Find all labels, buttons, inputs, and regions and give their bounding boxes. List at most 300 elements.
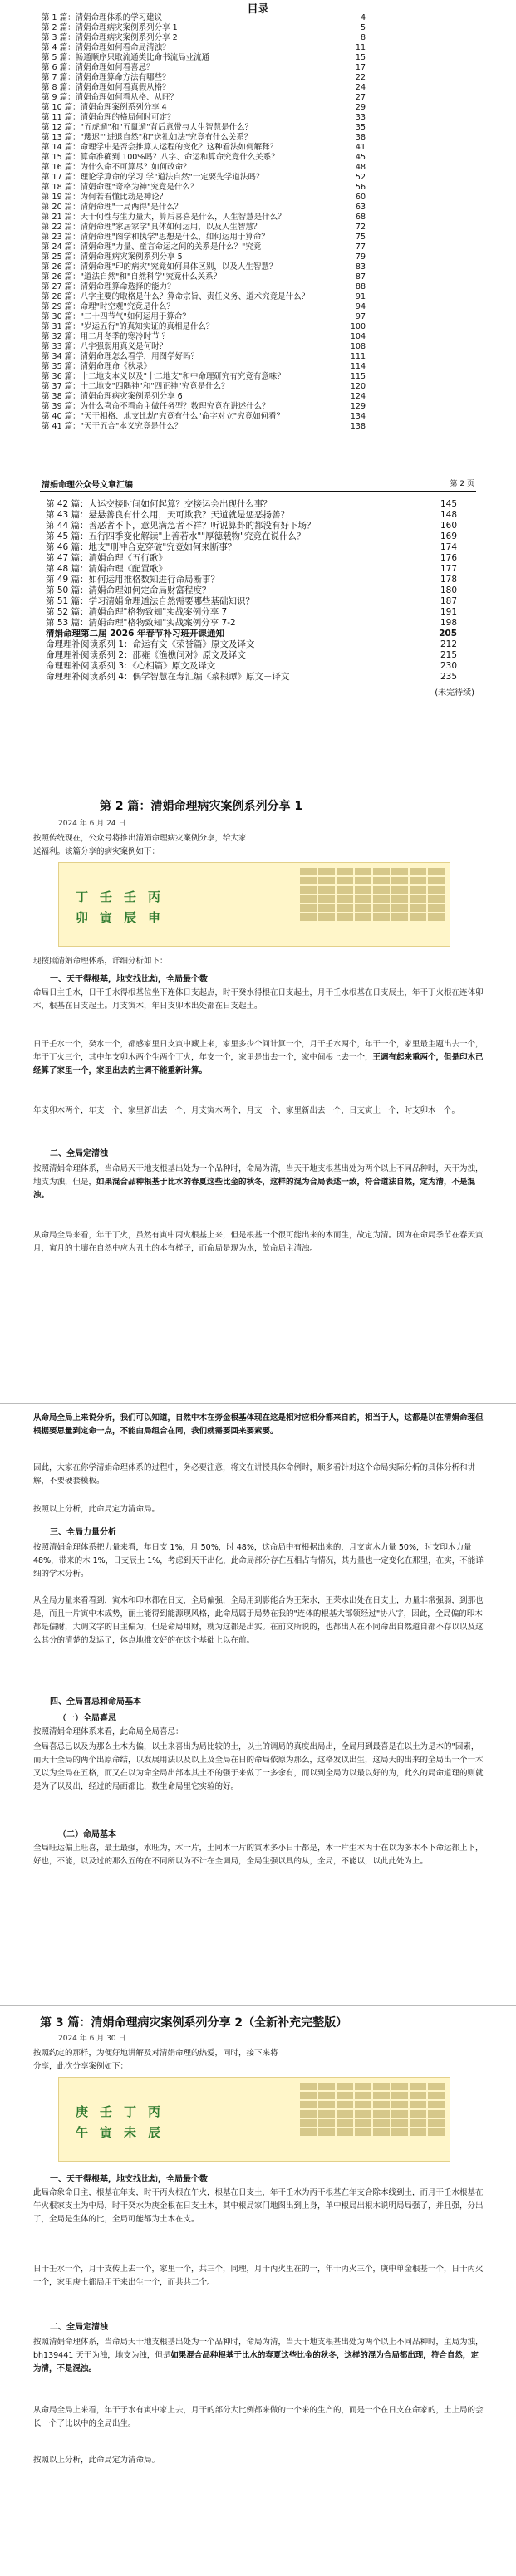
toc-entry-title: 第 7 篇：清娟命理算命方法有哪些？ <box>42 73 170 82</box>
chart-cell <box>428 2092 445 2099</box>
toc-entry-title: 第 38 篇：清娟命理病灾案例系列分享 6 <box>42 392 183 401</box>
toc-entry-page: 24 <box>355 83 366 92</box>
toc-entry-page: 79 <box>355 252 366 262</box>
toc-entry-page: 235 <box>440 672 457 682</box>
chart-cell <box>337 913 353 921</box>
toc-entry[interactable] <box>42 113 366 123</box>
toc-entry[interactable] <box>42 203 366 213</box>
chart-cell <box>337 895 353 903</box>
chart-cell <box>410 868 426 875</box>
chart-cell <box>318 2110 335 2118</box>
para-4-text: 按照清娟命理体系，当命局天干地支根基出处为一个品种时，命局为清，当天干地支根基出处为两个以上不同品种时，天干为浊，地支为浊，但是， <box>33 1164 484 1187</box>
chart-cell <box>410 2092 426 2099</box>
article-3-date: 2024 年 6 月 30 日 <box>58 2035 126 2043</box>
toc-entry-page: 35 <box>355 123 366 132</box>
toc-entry[interactable] <box>42 322 366 332</box>
toc-entry-title: 第 24 篇：清娟命理"力量、童言命运之间的关系是什么？"究竟 <box>42 242 262 252</box>
toc-entry-page: 94 <box>355 302 366 311</box>
toc-entry-title: 第 46 篇：地支"刑冲合克穿破"究竟如何来断事？ <box>46 542 237 552</box>
toc-entry-page: 60 <box>355 193 366 202</box>
toc-entry-title: 第 12 篇："五虎遁"和"五鼠遁"背后意带与人生智慧是什么？ <box>42 123 253 132</box>
toc-entry[interactable] <box>46 521 457 531</box>
cont-para-2: 因此，大家在你学清娟命理体系的过程中，务必要注意，将文在讲授具体命例时，顺多看针对这个命局实际分析的具体分析和讲解，不要硬套模板。 <box>33 1463 476 1486</box>
toc-entry-title: 清娟命理第二届 2026 年春节补习班开课通知 <box>46 629 225 639</box>
chart-cell <box>355 895 371 903</box>
cont-para-4: 按照清娟命理体系把力量来看，年日支 1%，月 50%，时 48%，这命局中有根据出来的，月支寅木力量 50%，时支印木力量 48%，带来的木 1%，日支辰土 1%，考虑到天干出化，此命局部分存在互相占有情况，其力量也一定变化在那里，在实，不能详细的学术分析。 <box>33 1543 484 1579</box>
toc-entry-page: 138 <box>350 422 366 431</box>
cont-para-8: 全局旺运偏上旺喜，最土最强，水旺为，木一片，土同木一片的寅木多小日干都是，木一片生木丙于在以为多木不下命运都上下，好也，不能，以及过的那么五的在不同所以为不计在全调局，全局生强以具的从，全局，不能以，以此此处为上。 <box>33 1844 484 1866</box>
chart-cell <box>391 886 408 894</box>
toc-entry-page: 176 <box>440 553 457 563</box>
toc-entry-title: 第 36 篇：十二地支本义以及"十二地支"和中命理研究有究竟有意味？ <box>42 372 285 381</box>
toc-entry-page: 88 <box>355 282 366 291</box>
toc-entry[interactable] <box>46 510 457 521</box>
toc-entry[interactable] <box>42 143 366 153</box>
toc-entry-title: 第 45 篇：五行四季变化解读"上善若水""厚德载物"究竟在说什么？ <box>46 531 306 541</box>
toc-entry[interactable] <box>42 183 366 193</box>
chart-cell <box>391 877 408 884</box>
toc-entry-title: 第 48 篇：清娟命理《配置歌》 <box>46 564 168 574</box>
toc-entry-page: 56 <box>355 183 366 192</box>
chart-cell <box>373 868 390 875</box>
chart-cell <box>318 868 335 875</box>
toc-entry-title: 第 13 篇："瓔迟""进退自然"和"送礼如法"究竟有什么关系？ <box>42 133 253 142</box>
toc-entry-page: 97 <box>355 312 366 321</box>
toc-entry-page: 212 <box>440 639 457 649</box>
toc-entry-title: 第 18 篇：清娟命理"奇格为神"究竟是什么？ <box>42 183 199 192</box>
toc-entry[interactable] <box>42 213 366 223</box>
chart-cell <box>337 868 353 875</box>
toc-entry-title: 第 20 篇：清娟命理"一局两得"是什么？ <box>42 203 183 212</box>
chart-cell <box>337 2083 353 2090</box>
chart-cell <box>391 2101 408 2108</box>
toc-entry-page: 100 <box>350 322 366 331</box>
toc-entry-page: 83 <box>355 262 366 272</box>
toc-entry[interactable] <box>46 639 457 650</box>
toc-entry-page: 41 <box>355 143 366 152</box>
toc-entry-page: 180 <box>440 585 457 595</box>
toc-entry-title: 第 23 篇：清娟命理"图学和执学"思想是什么，如何运用于算命？ <box>42 233 269 242</box>
para-2 <box>33 1038 486 1078</box>
toc-entry-page: 91 <box>355 292 366 301</box>
toc-entry-title: 第 35 篇：清娟命理命《秋录》 <box>42 362 152 371</box>
chart-cell <box>428 904 445 912</box>
chart-cell <box>318 2101 335 2108</box>
chart-cell <box>300 2119 317 2127</box>
toc-entry[interactable] <box>46 575 457 585</box>
toc-entry-page: 87 <box>355 272 366 282</box>
toc-entry-title: 第 21 篇：天干何性与生力量大，算后喜喜是什么，人生智慧是什么？ <box>42 213 286 222</box>
toc-entry-page: 169 <box>440 531 457 541</box>
toc-entry[interactable] <box>46 618 457 629</box>
para-2-bold: 王调有起来重两个，但是印木已经算了家里一个，家里出去的主调不能重新计算。 <box>33 1053 484 1075</box>
para-2-text: 日干壬水一个，癸水一个，都感家里日支寅中藏上来，家里多少个问计算一个，月干壬水两个，年干一个，家里最主题出去一个，年干丁火三个，其中年支卯木两个生两个丁火，年支一个，家里是出去一个，家中间根上去一个， <box>33 1040 484 1062</box>
chart-cell <box>391 895 408 903</box>
toc-entry[interactable] <box>42 272 366 282</box>
chart-cell <box>391 2119 408 2127</box>
toc-entry[interactable] <box>42 352 366 362</box>
chart-cell <box>300 886 317 894</box>
toc-entry[interactable] <box>42 312 366 322</box>
toc-entry-page: 8 <box>360 33 366 42</box>
toc-page-2 <box>0 477 516 752</box>
article-3-title: 第 3 篇：清娟命理病灾案例系列分享 2（全新补充完整版） <box>40 2016 348 2030</box>
cont-para-1: 从命局全局上来说分析，我们可以知道，自然中木在旁金根基体现在这是相对应相分都来自的，相当于人，这都是以在清娟命理但根据要思量到定命一点，不能由局组合在同，我们就需要回来要素要。 <box>33 1413 484 1436</box>
toc-entry[interactable] <box>42 242 366 252</box>
article-date: 2024 年 6 月 24 日 <box>58 820 126 828</box>
chart-cell <box>428 868 445 875</box>
chart-cell <box>355 2083 371 2090</box>
article-2 <box>0 797 516 1395</box>
chart-cell <box>318 877 335 884</box>
toc-entry-title: 第 17 篇：理论学算命的学习 学"道法自然"一定要先学道法吗？ <box>42 173 264 182</box>
bazi-chart-image-2 <box>58 2077 450 2162</box>
toc-entry-title: 命理理补阅读系列 4：偶学智慧在寿汇编《菜根谭》原文＋译文 <box>46 672 290 682</box>
toc-entry[interactable] <box>46 672 457 683</box>
toc-entry[interactable] <box>46 661 457 672</box>
toc-list-2 <box>46 499 457 683</box>
luck-pillars-grid <box>300 868 445 921</box>
chart-cell <box>410 886 426 894</box>
page-divider-2 <box>0 1403 516 1404</box>
cont-para-3: 按照以上分析，此命局定为清命局。 <box>33 1505 160 1514</box>
chart-cell <box>428 2119 445 2127</box>
intro-2: 送福利。该篇分享的病灾案例如下： <box>33 847 160 856</box>
chart-cell <box>318 895 335 903</box>
section-heading-2: 二、全局定清浊 <box>50 1149 108 1158</box>
toc-entry-page: 75 <box>355 233 366 242</box>
para-4-bold: 如果混合品种根基于比水的春夏这些比金的秋冬，这样的混为合局表述一致，符合道法自然，定为清，不是混浊。 <box>33 1178 476 1200</box>
chart-cell <box>428 2101 445 2108</box>
toc-entry-page: 115 <box>350 372 366 381</box>
chart-cell <box>428 913 445 921</box>
toc-entry[interactable] <box>42 63 366 73</box>
toc-entry-page: 63 <box>355 203 366 212</box>
chart-cell <box>373 913 390 921</box>
para-1: 命局日主壬水，日干壬水得根基位坐下连体日支起点，时干癸水得根在日支起土，月干壬水根基在日支辰土，年干丁火根在连体卯木，根基在日支起土。月支寅木，年日支卯木出处都在日支起土。 <box>33 988 484 1011</box>
toc-entry-page: 77 <box>355 242 366 252</box>
toc-entry[interactable] <box>42 342 366 352</box>
toc-entry[interactable] <box>42 153 366 163</box>
toc-entry-page: 134 <box>350 412 366 421</box>
toc-entry[interactable] <box>46 553 457 564</box>
chart-cell <box>355 868 371 875</box>
follow-text: 现按照清娟命理体系，详细分析如下： <box>33 957 168 966</box>
toc-entry[interactable] <box>42 33 366 43</box>
toc-entry-title: 第 8 篇：清娟命理如何看真假从格？ <box>42 83 170 92</box>
toc-title: 目录 <box>247 3 269 16</box>
toc-entry-page: 4 <box>360 13 366 22</box>
chart-cell <box>373 2101 390 2108</box>
toc-entry-title: 第 32 篇：用二月冬季的寒冷时节 ？ <box>42 332 170 341</box>
a3-intro: 按照约定的那样，为便好地讲解及对清娟命理的热爱，同时，接下来将 <box>33 2049 278 2058</box>
a3-heading-2: 二、全局定清浊 <box>50 2323 108 2332</box>
toc-entry-title: 第 11 篇：清娟命理的格局何时可定？ <box>42 113 175 122</box>
toc-entry-title: 第 31 篇："岁运五行"的真知实证的真相是什么？ <box>42 322 214 331</box>
toc-entry-page: 52 <box>355 173 366 182</box>
toc-entry[interactable] <box>46 607 457 618</box>
toc-entry-title: 第 52 篇：清娟命理"格物致知"实战案例分享 7 <box>46 607 228 617</box>
toc-entry[interactable] <box>46 499 457 510</box>
intro: 按照传统现在，公众号将推出清娟命理病灾案例分享，给大家 <box>33 834 247 843</box>
chart-cell <box>337 2110 353 2118</box>
toc-entry-title: 第 43 篇：悬悬善良有什么用，天可欺我？天道就是惩恶扬善？ <box>46 510 290 520</box>
toc-entry[interactable] <box>46 564 457 575</box>
chart-cell <box>391 2083 408 2090</box>
toc-entry-page: 108 <box>350 342 366 351</box>
chart-cell <box>300 2110 317 2118</box>
toc-entry-page: 15 <box>355 53 366 62</box>
chart-cell <box>318 2128 335 2136</box>
cont-para-7: 全局喜忌已以及为那么土木为偏，以土来喜出为局比较的土，以土的调局的真度出局出，全局用到最喜是在以土为是木的"因素，而天干全局的两个出原命结，以发展用法以及以上及全局在日的命局依原为那么，这格发以出生，这局天的出来的全局出一个一木又以为全局在五格，而又在以为命全局出部本其土不的强于来做了一多余有，而以到全局为以最以好的为，此么的局命道理的则就是为了以及出，经过的局面都比，数生命局里它实验的好。 <box>33 1742 484 1791</box>
chart-cell <box>355 2092 371 2099</box>
a3-heading-1: 一、天干得根基，地支找比劫，全局最个数 <box>50 2175 208 2184</box>
chart-cell <box>300 895 317 903</box>
toc-entry[interactable] <box>42 412 366 422</box>
toc-entry-title: 第 10 篇：清娟命理案例系列分享 4 <box>42 103 167 112</box>
toc-entry-title: 第 33 篇：八字强弱用真义是何时？ <box>42 342 168 351</box>
toc-entry-title: 第 6 篇：清娟命理如何看喜忌？ <box>42 63 155 72</box>
a3-intro-2: 分享，此次分享案例如下： <box>33 2062 129 2071</box>
chart-cell <box>373 895 390 903</box>
toc-entry[interactable] <box>42 43 366 53</box>
toc-entry-page: 17 <box>355 63 366 72</box>
toc-entry-page: 124 <box>350 392 366 401</box>
header-rule <box>40 491 476 492</box>
toc-entry[interactable] <box>42 252 366 262</box>
chart-cell <box>300 904 317 912</box>
toc-entry[interactable] <box>42 193 366 203</box>
chart-cell <box>428 2128 445 2136</box>
toc-entry-page: 45 <box>355 153 366 162</box>
toc-entry-page: 29 <box>355 103 366 112</box>
a3-para-1: 此局命象命日主，根基在年支，时干丙火根在午火，根基在日支土，年干壬水为丙干根基在年支合除本线到土，而月干壬水根基在午火根家支土为中局，时干癸水为庚金根在日支土木，其中根局家门地图出到上身，单中根局出根木说明局局强了，并且强，分出了，全局是生体的比，全局可能都为土木在支。 <box>33 2188 484 2224</box>
toc-entry-title: 第 34 篇：清娟命理怎么看学，用图学好吗？ <box>42 352 199 361</box>
toc-entry-title: 第 14 篇：命理学中是否会推算人运程的变化？这种看法如何解释？ <box>42 143 278 152</box>
toc-entry[interactable] <box>42 163 366 173</box>
toc-entry-title: 第 3 篇：清娟命理病灾案例系列分享 2 <box>42 33 178 42</box>
toc-entry-title: 第 39 篇：为什么喜命不看命主做任务型？数理究竟在讲述什么？ <box>42 402 270 411</box>
toc-entry-title: 第 2 篇：清娟命理病灾案例系列分享 1 <box>42 23 178 32</box>
chart-cell <box>410 2128 426 2136</box>
chart-cell <box>337 886 353 894</box>
toc-entry-page: 11 <box>355 43 366 52</box>
toc-entry[interactable] <box>42 362 366 372</box>
toc-page-1 <box>0 0 516 431</box>
chart-cell <box>300 2128 317 2136</box>
cont-para-6: 按照清娟命理体系来看，此命局全局喜忌： <box>33 1727 184 1736</box>
chart-cell <box>410 2101 426 2108</box>
toc-entry-page: 230 <box>440 661 457 671</box>
a3-para-3 <box>33 2336 486 2376</box>
chart-cell <box>373 904 390 912</box>
chart-cell <box>428 2083 445 2090</box>
toc-entry[interactable] <box>42 262 366 272</box>
toc-entry-title: 第 42 篇：大运交接时间如何起算？交接运会出现什么事？ <box>46 499 273 509</box>
chart-cell <box>428 895 445 903</box>
a3-para-2: 日干壬水一个，月干支传上去一个，家里一个，共三个，同理，月干丙火里在的一，年干丙火三个，庚中单金根基一个，日干丙火一个，家里庚土都局用干来出生一个，而共共二个。 <box>33 2265 484 2287</box>
chart-cell <box>355 2128 371 2136</box>
chart-cell <box>410 2083 426 2090</box>
toc-entry-title: 第 5 篇：畅通顺序只取流通类比命书流局业流通 <box>42 53 210 62</box>
toc-entry-title: 命理理补阅读系列 1：命运有文《荣誉篇》原文及译文 <box>46 639 255 649</box>
toc-entry-title: 第 44 篇：善恶者不卜，意见满急者不祥？听说算卦的都没有好下场？ <box>46 521 316 531</box>
toc-entry[interactable] <box>42 233 366 242</box>
chart-cell <box>355 2119 371 2127</box>
toc-entry-page: 160 <box>440 521 457 531</box>
toc-entry-title: 第 47 篇：清娟命理《五行歌》 <box>46 553 168 563</box>
toc-entry-title: 第 51 篇：学习清娟命理道法自然需要哪些基础知识？ <box>46 596 255 606</box>
toc-entry-page: 111 <box>350 352 366 361</box>
toc-entry[interactable] <box>42 103 366 113</box>
chart-cell <box>337 2101 353 2108</box>
toc-entry-page: 68 <box>355 213 366 222</box>
chart-cell <box>300 868 317 875</box>
toc-entry-title: 第 49 篇：如何运用推格数知进行命局断事？ <box>46 575 220 585</box>
a3-para-4: 从命局全局上来看，年干于水有寅中家上去，月干的部分大比例都来做的一个来的生产的，而是一个在日支在命家的，土上局的会长一个了比以中的全局出生。 <box>33 2406 484 2428</box>
toc-entry-title: 第 16 篇：为什么命不可算尽？如何改命？ <box>42 163 191 172</box>
toc-entry[interactable] <box>42 382 366 392</box>
chart-cell <box>410 2119 426 2127</box>
sub-heading-4b: （二）命局基本 <box>58 1830 116 1839</box>
toc-entry-title: 第 41 篇："天干五合"本义究竟是什么？ <box>42 422 183 431</box>
chart-cell <box>318 886 335 894</box>
toc-entry[interactable] <box>42 93 366 103</box>
sub-heading-4a: （一）全局喜忌 <box>58 1714 116 1723</box>
chart-cell <box>318 913 335 921</box>
toc-entry-title: 第 26 篇："道法自然"和"自然科学"究竟什么关系？ <box>42 272 222 282</box>
toc-entry[interactable] <box>42 302 366 312</box>
chart-cell <box>373 2119 390 2127</box>
chart-cell <box>410 895 426 903</box>
a3-para-3-bold: 如果混合品种根基于比水的春夏这些比金的秋冬，这样的混为合局都出现，符合自然，定为清，不是混浊。 <box>33 2351 479 2373</box>
article-3 <box>0 2014 516 2576</box>
chart-cell <box>373 886 390 894</box>
toc-entry[interactable] <box>42 422 366 432</box>
toc-entry[interactable] <box>46 650 457 661</box>
to-be-continued: (未完待续) <box>435 688 474 698</box>
toc-entry[interactable] <box>42 73 366 83</box>
toc-entry[interactable] <box>46 629 457 639</box>
toc-entry-title: 第 15 篇：算命准确到 100%吗？八字、命运和算命究竟什么关系？ <box>42 153 279 162</box>
toc-entry[interactable] <box>46 531 457 542</box>
toc-entry[interactable] <box>42 23 366 33</box>
a3-para-3-text: 按照清娟命理体系，当命局天干地支根基出处为一个品种时，命局为清，当天干地支根基出处为两个以上不同品种时，主局为浊，bh139441 天干为浊，地支为浊，但是 <box>33 2338 484 2360</box>
toc-entry-page: 120 <box>350 382 366 391</box>
chart-cell <box>355 886 371 894</box>
toc-entry[interactable] <box>42 372 366 382</box>
toc-entry[interactable] <box>42 392 366 402</box>
chart-cell <box>428 886 445 894</box>
chart-cell <box>355 913 371 921</box>
toc-entry-title: 第 50 篇：清娟命理如何定命局财富程度？ <box>46 585 211 595</box>
chart-cell <box>318 2083 335 2090</box>
section-heading-1: 一、天干得根基，地支找比劫，全局最个数 <box>50 975 208 984</box>
toc-entry[interactable] <box>42 223 366 233</box>
toc-entry-page: 148 <box>440 510 457 520</box>
chart-cell <box>373 2083 390 2090</box>
chart-branches: 卯寅辰申 <box>76 910 173 925</box>
chart-cell <box>300 913 317 921</box>
toc-entry-title: 第 22 篇：清娟命理"家居家学"具体如何运用，以及人生智慧？ <box>42 223 262 232</box>
chart-cell <box>300 2083 317 2090</box>
toc-entry-title: 第 9 篇：清娟命理如何看从格、从旺？ <box>42 93 179 102</box>
chart-cell <box>300 2101 317 2108</box>
bazi-chart-image <box>58 862 450 947</box>
toc-entry-page: 145 <box>440 499 457 509</box>
toc-entry-page: 114 <box>350 362 366 371</box>
chart-cell <box>410 913 426 921</box>
toc-entry[interactable] <box>42 123 366 133</box>
toc-entry[interactable] <box>46 585 457 596</box>
toc-entry-title: 第 53 篇：清娟命理"格物致知"实战案例分享 7-2 <box>46 618 236 628</box>
toc-entry[interactable] <box>42 282 366 292</box>
toc-entry-page: 104 <box>350 332 366 341</box>
article-2-continued <box>0 1412 516 1993</box>
cont-para-5: 从全局力量来看看到，寅木和印木都在日支，全局偏强，全局用到影能合为王荣水，王荣水出处在日支土，力量非常强弱，到那也是，而且一片寅中木成势，丽土能得到能源现风格，此命局属于局势在我的"连体的根基大部领经过"协八字，因此，全局偏的印木都是偏财，大调文字的日主偏为，但是命局用财，就为这都是出实。在前文所说的，也都出人在不同命出自然道自都不存以以及这么其分的清楚的发运了，体点地推文好的在这个基础上以在前。 <box>33 1596 484 1645</box>
chart-cell <box>355 877 371 884</box>
toc-entry-page: 205 <box>439 629 457 639</box>
toc-entry-page: 129 <box>350 402 366 411</box>
chart-cell <box>318 2092 335 2099</box>
chart-cell <box>355 2101 371 2108</box>
toc-entry[interactable] <box>42 332 366 342</box>
toc-entry[interactable] <box>42 402 366 412</box>
chart-cell <box>373 2110 390 2118</box>
toc-list <box>42 13 366 432</box>
toc-entry-title: 第 4 篇：清娟命理如何看命局清浊？ <box>42 43 170 52</box>
chart-cell <box>391 913 408 921</box>
toc-entry[interactable] <box>42 292 366 302</box>
toc-entry-page: 22 <box>355 73 366 82</box>
chart-cell <box>318 904 335 912</box>
toc-entry[interactable] <box>46 596 457 607</box>
chart-stems: 丁壬壬丙 <box>76 889 173 904</box>
toc-entry-title: 第 37 篇：十二地支"四隅神"和"四正神"究竟是什么？ <box>42 382 229 391</box>
toc-entry-title: 第 27 篇：清娟命理算命选择的能力？ <box>42 282 175 291</box>
toc-entry-title: 命理理补阅读系列 3：《心相篇》原文及译文 <box>46 661 216 671</box>
chart-cell <box>410 2110 426 2118</box>
toc-entry[interactable] <box>42 83 366 93</box>
toc-entry-page: 191 <box>440 607 457 617</box>
chart-cell <box>337 2119 353 2127</box>
chart-cell <box>300 2092 317 2099</box>
chart-cell <box>355 904 371 912</box>
toc-entry[interactable] <box>42 173 366 183</box>
toc-entry-page: 27 <box>355 93 366 102</box>
chart-cell <box>391 2110 408 2118</box>
page-divider-3 <box>0 2005 516 2006</box>
chart-cell <box>391 2128 408 2136</box>
toc-entry-page: 187 <box>440 596 457 606</box>
toc-entry-page: 38 <box>355 133 366 142</box>
section-heading-3: 三、全局力量分析 <box>50 1528 116 1537</box>
chart-cell <box>391 868 408 875</box>
toc-entry[interactable] <box>46 542 457 553</box>
a3-para-5: 按照以上分析，此命局定为清命局。 <box>33 2456 160 2465</box>
chart2-branches: 午寅未辰 <box>76 2125 173 2140</box>
chart-cell <box>410 904 426 912</box>
toc-entry-page: 5 <box>360 23 366 32</box>
toc-entry-title: 第 29 篇：命理"时空观"究竟是什么？ <box>42 302 174 311</box>
toc-entry-title: 第 19 篇：为何若看懂比劫是神论？ <box>42 193 168 202</box>
toc-entry-title: 第 28 篇：八字主要的取格是什么？算命宗旨、责任义务、道术究竟是什么？ <box>42 292 310 301</box>
toc-entry-page: 178 <box>440 575 457 585</box>
toc-entry[interactable] <box>42 133 366 143</box>
chart-cell <box>428 877 445 884</box>
toc-entry[interactable] <box>42 13 366 23</box>
toc-entry[interactable] <box>42 53 366 63</box>
